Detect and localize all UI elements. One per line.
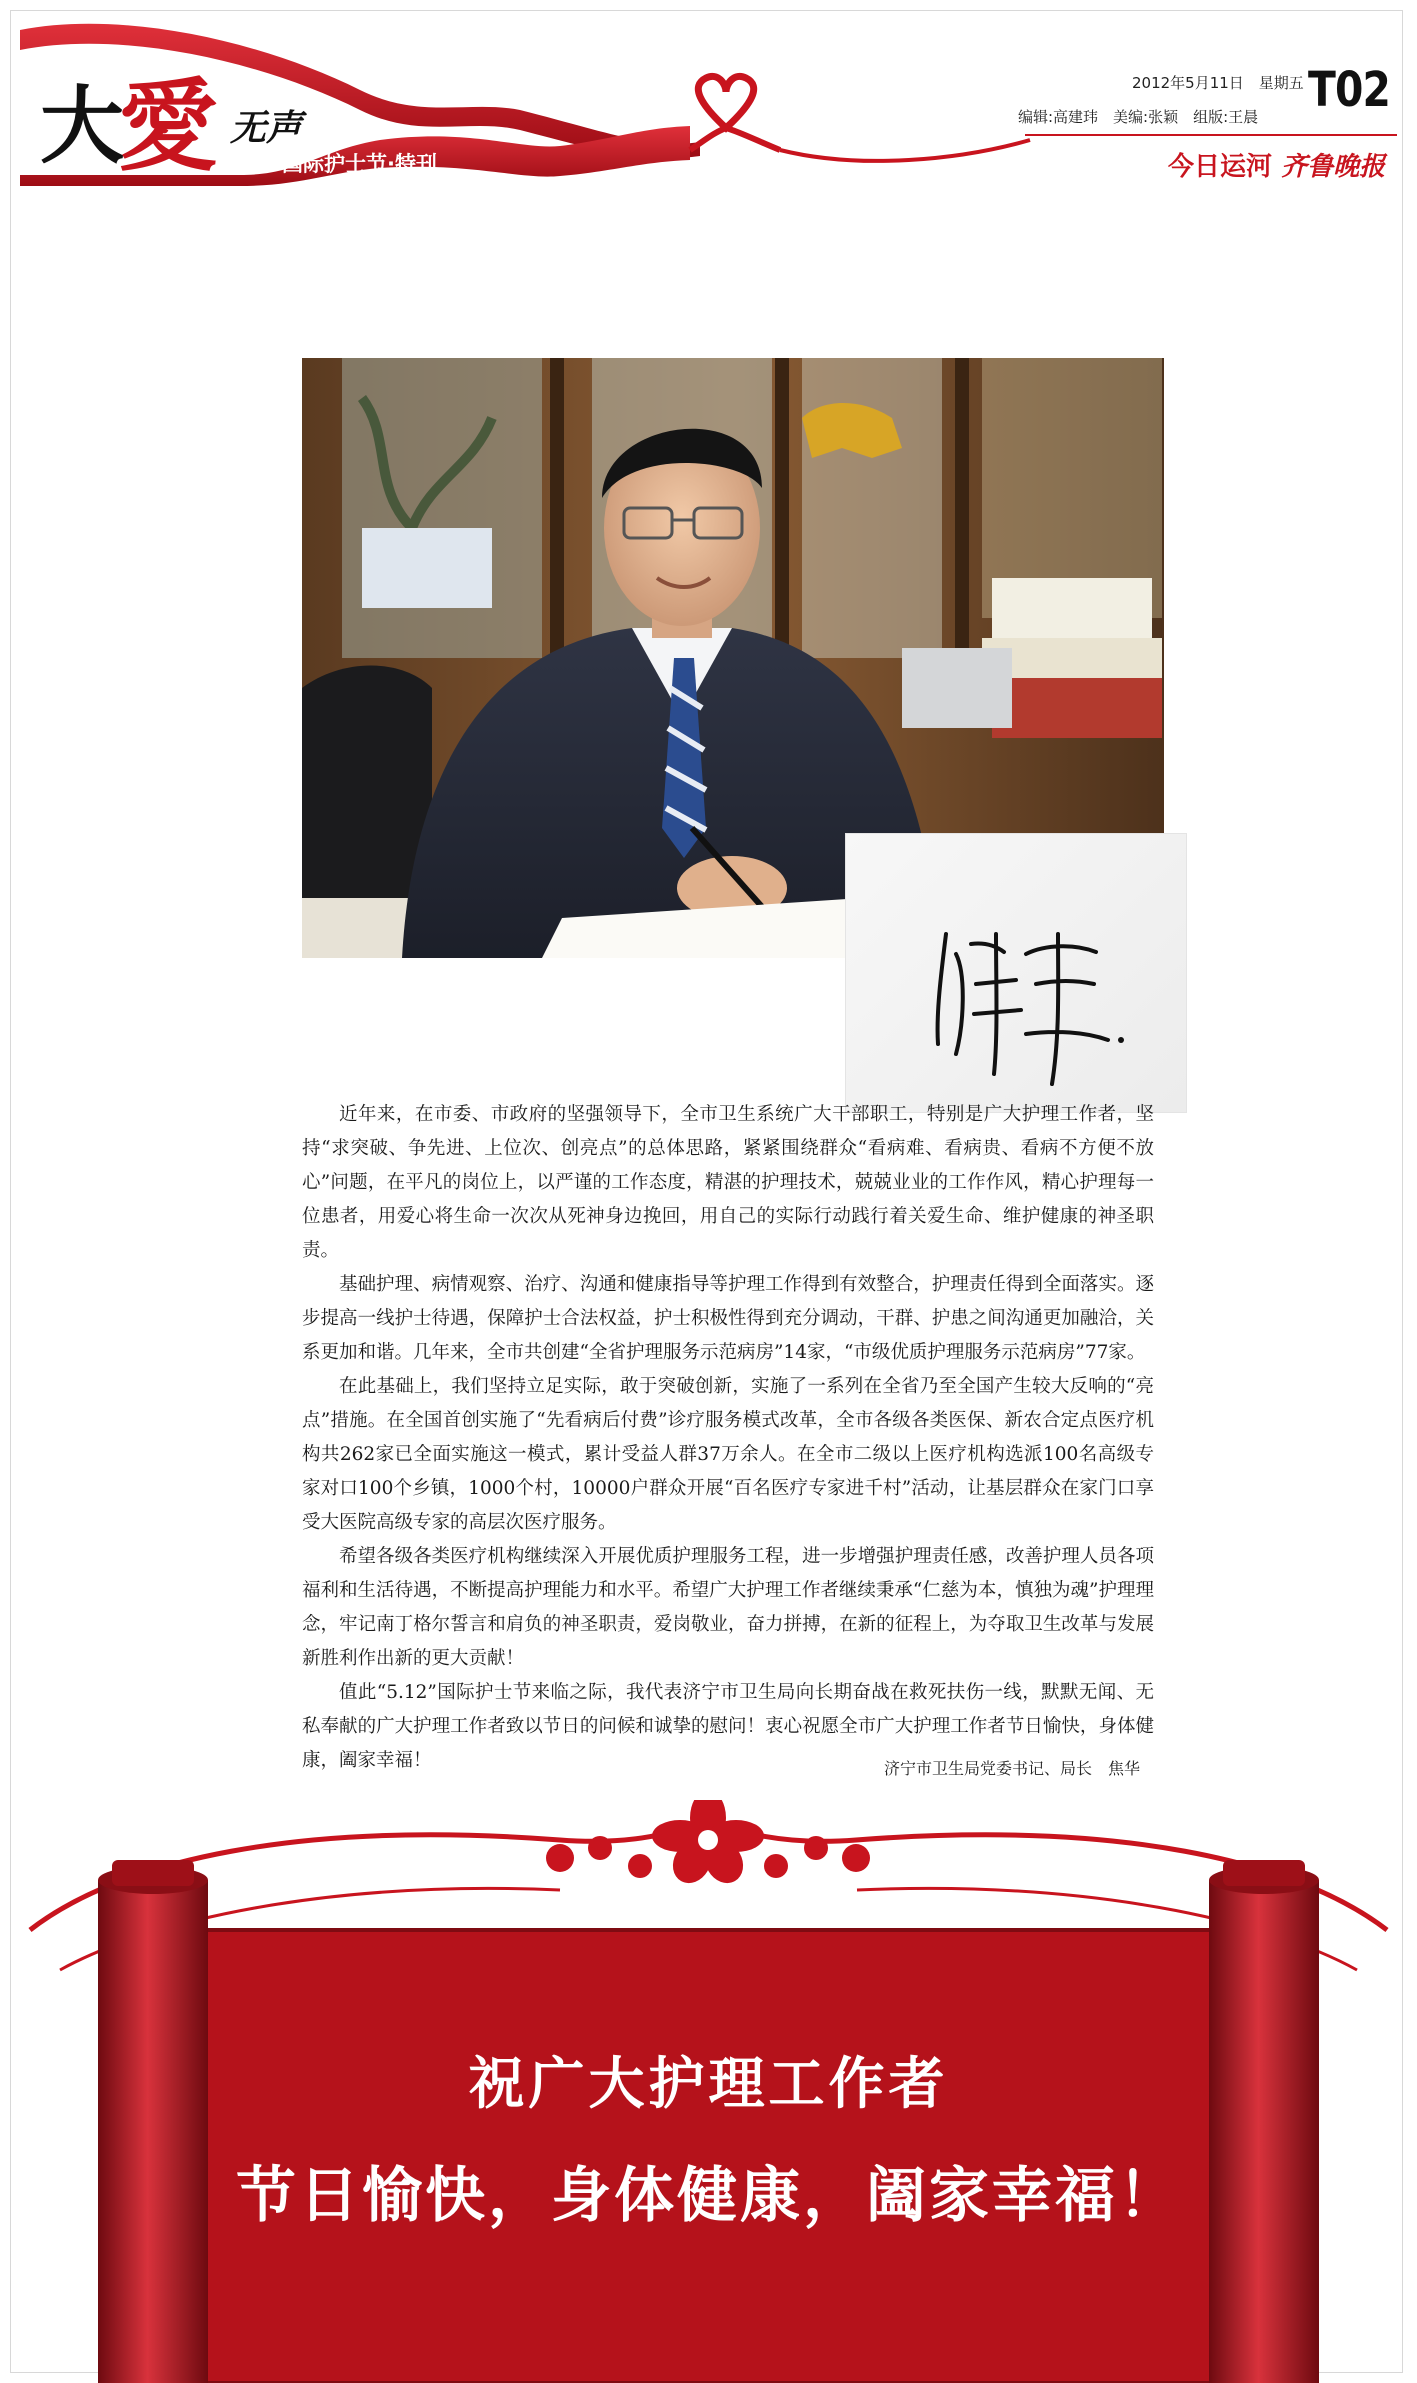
author-byline: 济宁市卫生局党委书记、局长 焦华 [884, 1759, 1141, 1778]
masthead-title [40, 40, 212, 184]
editor-credits: 编辑:高建玮 美编:张颖 组版:王晨 [1018, 108, 1259, 126]
paper-brand: 齐鲁晚报 [1281, 152, 1386, 182]
masthead-char-1: 大 [40, 76, 119, 175]
message-article [302, 1098, 1154, 1778]
special-issue-label: 国际护士节·特刊 [282, 152, 437, 176]
paper-prefix: 今日运河 [1168, 152, 1273, 182]
page-header [0, 0, 1417, 200]
article-paragraph-2: 基础护理、病情观察、治疗、沟通和健康指导等护理工作得到有效整合，护理责任得到全面落实。逐步提高一线护士待遇，保障护士合法权益，护士积极性得到充分调动，干群、护患之间沟通更加融洽，关系更加和谐。几年来，全市共创建“全省护理服务示范病房”14家，“市级优质护理服务示范病房”77家。 [302, 1274, 1154, 1363]
masthead-subtitle: 无声 [230, 107, 303, 149]
article-paragraph-3: 在此基础上，我们坚持立足实际，敢于突破创新，实施了一系列在全省乃至全国产生较大反响的“亮点”措施。在全国首创实施了“先看病后付费”诊疗服务模式改革，全市各级各类医保、新农合定点医疗机构共262家已全面实施这一模式，累计受益人群37万余人。在全市二级以上医疗机构选派100名高级专家对口100个乡镇，1000个村，10000户群众开展“百名医疗专家进千村”活动，让基层群众在家门口享受大医院高级专家的高层次医疗服务。 [302, 1376, 1154, 1533]
greeting-line-2: 节日愉快，身体健康，阖家幸福！ [236, 2161, 1181, 2231]
masthead-char-2: 愛 [118, 67, 213, 185]
header-divider [1025, 134, 1397, 136]
article-paragraph-5: 值此“5.12”国际护士节来临之际，我代表济宁市卫生局向长期奋战在救死扶伤一线，默默无闻、无私奉献的广大护理工作者致以节日的问候和诚挚的慰问！衷心祝愿全市广大护理工作者节日愉快，身体健康，阖家幸福！ [302, 1682, 1154, 1771]
issue-date: 2012年5月11日 星期五 [1132, 74, 1304, 92]
handwritten-signature [846, 834, 1186, 1112]
greeting-line-1: 祝广大护理工作者 [468, 2052, 949, 2117]
paper-name [1168, 146, 1385, 183]
page-code: T02 [1308, 62, 1391, 118]
article-paragraph-4: 希望各级各类医疗机构继续深入开展优质护理服务工程，进一步增强护理责任感，改善护理人员各项福利和生活待遇，不断提高护理能力和水平。希望广大护理工作者继续秉承“仁慈为本，慎独为魂”护理理念，牢记南丁格尔誓言和肩负的神圣职责，爱岗敬业，奋力拼搏，在新的征程上，为夺取卫生改革与发展新胜利作出新的更大贡献！ [302, 1546, 1154, 1669]
signature-card [846, 834, 1186, 1112]
article-paragraph-1: 近年来，在市委、市政府的坚强领导下，全市卫生系统广大干部职工，特别是广大护理工作者，坚持“求突破、争先进、上位次、创亮点”的总体思路，紧紧围绕群众“看病难、看病贵、看病不方便不放心”问题，在平凡的岗位上，以严谨的工作态度，精湛的护理技术，兢兢业业的工作作风，精心护理每一位患者，用爱心将生命一次次从死神身边挽回，用自己的实际行动践行着关爱生命、维护健康的神圣职责。 [302, 1104, 1154, 1261]
